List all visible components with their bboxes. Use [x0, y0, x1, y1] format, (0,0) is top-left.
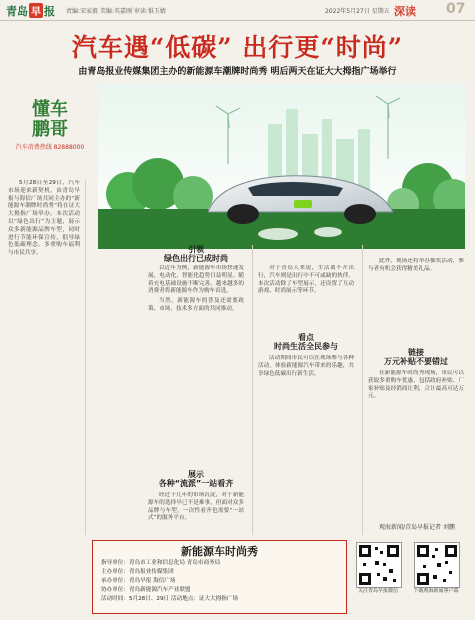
event-detail-line: 承办单位：青岛早报 海信广场: [101, 578, 176, 584]
masthead-text: 青岛: [6, 5, 28, 18]
section-kicker: 链接: [408, 348, 424, 357]
event-detail-line: 活动时间：5月28日、29日 活动地点：证大大拇指广场: [101, 596, 239, 602]
section-title: 绿色出行已成时尚: [164, 254, 228, 263]
qr-caption: 关注青岛早报微信: [357, 588, 398, 594]
qr-code-icon[interactable]: [356, 542, 402, 588]
hotline-text: 汽车消费热线 82888000: [15, 144, 85, 151]
section-title: 各种“流派”一站看齐: [158, 479, 234, 488]
subheadline: 由青岛报业传媒集团主办的新能源车潮牌时尚秀 明后两天在证大大拇指广场举行: [78, 67, 397, 77]
page-number: 07: [446, 1, 466, 17]
column-divider: [85, 180, 86, 535]
paragraph: 此外，现场还将举办抽奖活动，参与者有机会获得精美礼品。: [368, 258, 464, 272]
section-body-3: [258, 355, 354, 515]
paragraph: 在新能源车时尚秀现场，市民可以获取多重购车优惠，包括政府补贴、厂家补贴及经销商让利，合计最高可达万元。: [368, 370, 464, 400]
event-detail-line: 主办单位：青岛报业传媒集团: [101, 569, 174, 575]
section-body-2: [148, 492, 244, 524]
section-kicker: 展示: [188, 470, 204, 479]
section-kicker: 看点: [298, 333, 314, 342]
page-header: [0, 0, 475, 21]
section-head-3: [258, 333, 354, 351]
paragraph: 经过十几年的市场沉淀，对于新能源车的选择早已不是难事，但面对众多品牌与车型，一次性看齐也需要“一站式”的服务平台。: [148, 492, 244, 522]
section-body-1: [148, 265, 244, 405]
section-head-4: [368, 348, 464, 366]
event-detail-line: 指导单位：青岛市工业和信息化局 青岛市商务局: [101, 560, 221, 566]
event-details: [101, 559, 341, 604]
reporter-title-line2: 鹏哥: [32, 119, 68, 140]
section-kicker: 引领: [188, 245, 204, 254]
masthead-badge: 早: [29, 3, 43, 18]
byline: 观海新闻/青岛早报记者 刘鹏: [379, 524, 455, 531]
paragraph: 对于青岛人来说，生活离不开出行，汽车则是出行中不可或缺的伙伴。本次活动除了车型展示，还设置了互动游戏、时尚展示等环节。: [258, 265, 354, 295]
paragraph: 以近年为例，新能源车市场快速发展，电动化、智能化趋势日益明显。随着充电基础设施不断完善，越来越多的消费者将新能源车作为购车首选。: [148, 265, 244, 295]
section-title: 时尚生活全民参与: [274, 342, 338, 351]
event-detail-line: 协办单位：青岛新能源汽车产业联盟: [101, 587, 191, 593]
event-info-box: [92, 540, 347, 614]
headline: 汽车遇“低碳” 出行更“时尚”: [71, 33, 404, 62]
section-title: 万元补贴不要错过: [384, 357, 448, 366]
qr-code-area: [356, 542, 466, 614]
column-divider: [252, 245, 253, 535]
column-divider: [362, 245, 363, 535]
section-head-1: [148, 245, 244, 263]
editors-line: 责编:宋家毅 美编:英嘉刚 审读:惧玉婧: [66, 8, 166, 15]
paragraph: 当然，新能源车的普及还需要政策、市场、技术多方面的共同推动。: [148, 298, 244, 312]
newspaper-masthead: [6, 3, 55, 19]
section-head-2: [148, 470, 244, 488]
reporter-title-line1: 懂车: [32, 99, 68, 120]
qr-caption: 下载观海新闻客户端: [413, 588, 459, 594]
paragraph: 活动期间市民可以在现场参与各种活动，体验新能源汽车带来的乐趣，共享绿色低碳出行新生活。: [258, 355, 354, 377]
event-title: 新能源车时尚秀: [181, 545, 258, 558]
section-name: 深读: [394, 5, 416, 18]
intro-column: 5月28日至29日，汽车市场迎来新契机，由青岛早报与海信广场共同主办的“新能源车潮牌时尚秀”将在证大大拇指广场举办。本次活动以“绿色出行”为主题，展示众多新能源品牌车型，同时进行节能环保宣传，倡导绿色低碳理念，多重购车福利与市民共享。: [8, 180, 80, 257]
masthead-text-2: 报: [44, 5, 55, 18]
hero-illustration: [98, 84, 465, 249]
section-body-4-lead: [368, 258, 464, 338]
reporter-promo: [9, 100, 91, 151]
green-city-ev-illustration: [98, 84, 465, 249]
qr-code-icon[interactable]: [414, 542, 460, 588]
issue-date: 2022年5月27日 星期五: [325, 8, 390, 15]
section-body-4: [368, 370, 464, 480]
